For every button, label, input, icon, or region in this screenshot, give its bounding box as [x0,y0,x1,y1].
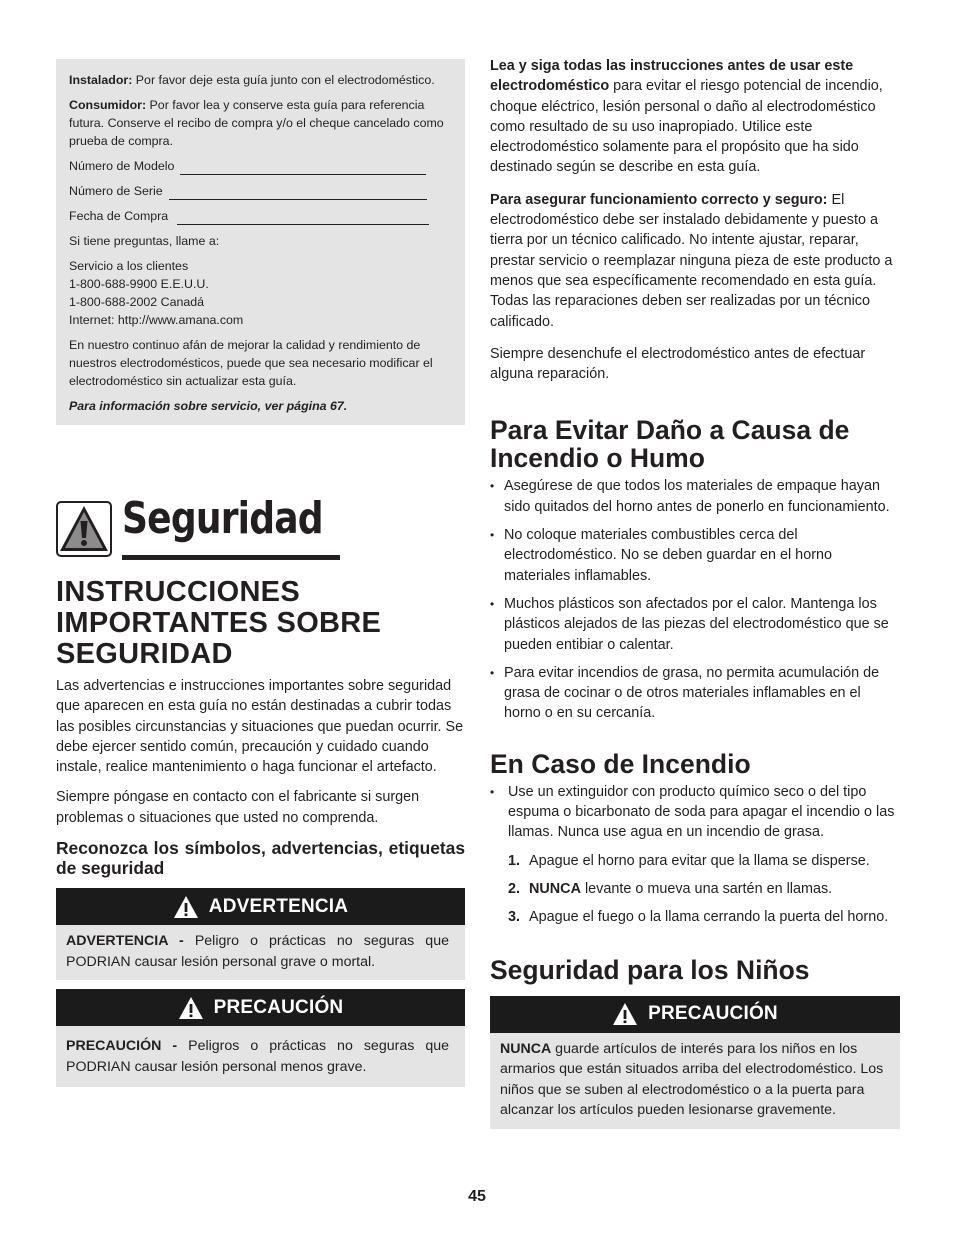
purchase-date-field: Fecha de Compra [69,207,453,225]
child-safety-title: Seguridad para los Niños [490,954,810,985]
heading-underline [122,555,340,560]
purchase-date-line [177,211,429,225]
caution-text: PRECAUCIÓN - Peligros o prácticas no seguras que PODRIAN causar lesión personal menos grave. [66,1038,449,1075]
caution-icon [178,996,204,1020]
fire-smoke-title: Para Evitar Daño a Causa de Incendio o Humo [490,415,850,474]
improvement-note: En nuestro continuo afán de mejorar la calidad y rendimiento de nuestros electrodomésticos, puede que sea necesario modificar el electrodoméstico sin actualizar esta guía. [69,338,433,388]
owner-info-box [56,59,465,425]
consumer-note: Consumidor: Por favor lea y conserve esta guía para referencia futura. Conserve el recibo de compra y/o el cheque cancelado como prueba de compra. [69,98,444,148]
service-contacts: Servicio a los clientes 1-800-688-9900 E.E.U.U. 1-800-688-2002 Canadá Internet: http://www.amana.com [69,259,244,327]
left-column [56,59,465,1096]
service-page-note: Para información sobre servicio, ver página 67. [69,399,348,413]
fire-steps [490,851,900,928]
safety-heading-text: Seguridad [122,493,323,544]
caution-box [56,989,465,1087]
list-item: • No coloque materiales combustibles cerca del electrodoméstico. No se deben guardar en el horno materiales inflamables. [490,525,900,586]
questions-text: Si tiene preguntas, llame a: [69,234,220,248]
right-column [490,56,900,1138]
installer-note: Instalador: Por favor deje esta guía junto con el electrodoméstico. [69,73,435,87]
list-item: • Asegúrese de que todos los materiales de empaque hayan sido quitados del horno antes de ponerlo en funcionamiento. [490,476,900,517]
list-item: 1. Apague el horno para evitar que la llama se disperse. [508,852,870,869]
child-caution-bar: PRECAUCIÓN [490,996,900,1033]
warning-triangle-icon [56,501,112,557]
recognize-symbols-heading: Reconozca los símbolos, advertencias, etiquetas de seguridad [56,838,465,879]
list-item: • Muchos plásticos son afectados por el calor. Mantenga los plásticos alejados de las piezas del electrodoméstico que se pueden entibiar o calentar. [490,594,900,655]
child-caution-text: NUNCA guarde artículos de interés para los niños en los armarios que están situados arriba del electrodoméstico. Los niños que se suben al electrodoméstico o a la puerta para alcanzar los artículos pueden lesionarse gravemente. [500,1040,884,1118]
list-item: 3. Apague el fuego o la llama cerrando la puerta del horno. [508,909,889,926]
warning-bar: ADVERTENCIA [56,888,465,925]
warning-text: ADVERTENCIA - Peligro o prácticas no seguras que PODRIAN causar lesión personal grave o mortal. [66,933,449,970]
general-instructions: Lea y siga todas las instrucciones antes de usar este electrodoméstico para evitar el riesgo potencial de incendio, choque eléctrico, lesión personal o daño al electrodoméstico como resultado de su uso inapropiado. Utilice este electrodoméstico solamente para el propósito que ha sido destinado según se describe en esta guía. Para asegurar funcionamiento correcto y seguro: El electrodoméstico debe ser instalado debidamente y puesto a tierra por un técnico calificado. No intente ajustar, reparar, prestar servicio o reemplazar ninguna pieza de este producto a menos que sea específicamente recomendado en esta guía. Todas las reparaciones deben ser realizadas por un técnico calificado. Siempre desenchufe el electrodoméstico antes de efectuar alguna reparación. [490,58,893,383]
model-number-line [180,161,426,175]
list-item: • Use un extinguidor con producto químico seco o del tipo espuma o bicarbonato de soda para apagar el incendio o las llamas. Nunca use agua en un incendio de grasa. [490,782,900,843]
caution-bar: PRECAUCIÓN [56,989,465,1026]
list-item: • Para evitar incendios de grasa, no permita acumulación de grasa de cocinar o de otros materiales inflamables en el horno o en su cercanía. [490,663,900,724]
fire-smoke-list [490,476,900,723]
in-case-of-fire-title: En Caso de Incendio [490,748,751,779]
serial-number-line [169,186,427,200]
safety-intro: Las advertencias e instrucciones importantes sobre seguridad que aparecen en esta guía no están destinadas a cubrir todas las posibles circunstancias y situaciones que puedan ocurrir. Se debe ejercer sentido común, precaución y cuidado cuando instale, realice mantenimiento o haga funcionar el artefacto. Siempre póngase en contacto con el fabricante si surgen problemas o situaciones que usted no comprenda. [56,678,464,826]
in-case-of-fire-list [490,782,900,843]
list-item: 2. NUNCA levante o mueva una sartén en llamas. [508,880,833,897]
warning-icon [173,895,199,919]
safety-heading [56,493,465,559]
model-number-field: Número de Modelo [69,157,453,175]
page-number: 45 [468,1188,486,1205]
serial-number-field: Número de Serie [69,182,453,200]
child-caution-box [490,996,900,1129]
caution-icon [612,1002,638,1026]
important-safety-title: INSTRUCCIONES IMPORTANTES SOBRE SEGURIDAD [56,576,382,670]
warning-box [56,888,465,980]
